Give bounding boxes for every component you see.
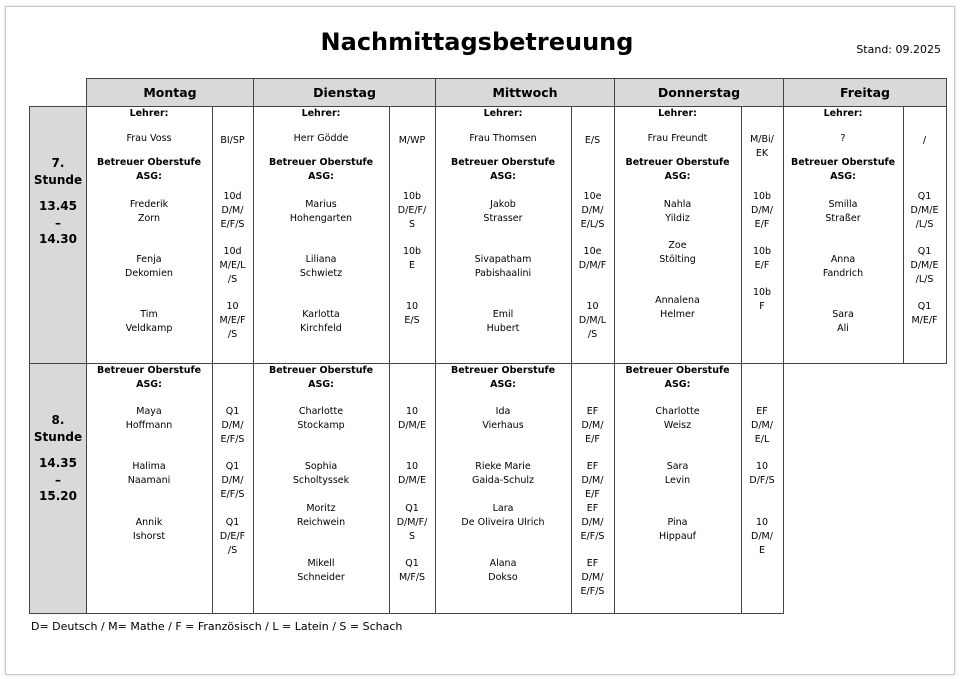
student-name: Weisz <box>663 419 692 431</box>
student-info: EF <box>586 558 599 569</box>
student-info: E/F/S <box>220 218 245 230</box>
student-info: /S <box>587 328 598 340</box>
student-info: 10e <box>583 246 602 257</box>
period-time-line: 7. <box>51 156 65 170</box>
student-info: S <box>408 530 416 542</box>
student-name: Fandrich <box>822 267 864 279</box>
student-info: E/F <box>754 218 770 230</box>
student-info: 10b <box>752 246 772 257</box>
student-name: Stockamp <box>297 419 345 431</box>
student-info: Q1 <box>917 191 932 202</box>
period-time-line: 15.20 <box>39 489 77 503</box>
student-name: Hippauf <box>658 530 697 542</box>
student-name: Maya <box>136 406 162 417</box>
student-name: Annik <box>135 517 163 528</box>
betreuer-label: Betreuer Oberstufe <box>450 157 556 168</box>
student-name: Schneider <box>297 571 345 583</box>
student-info: 10 <box>405 406 419 417</box>
student-info: D/M/F/ <box>396 516 428 528</box>
student-info: M/F/S <box>398 571 426 583</box>
student-name: Ida <box>495 406 511 417</box>
student-info: D/F/S <box>749 474 775 486</box>
student-info: E/L/S <box>580 218 605 230</box>
student-info: D/M/ <box>581 571 604 583</box>
betreuer-label: Betreuer Oberstufe <box>625 157 730 168</box>
period-label-7 <box>29 106 87 364</box>
student-info: /L/S <box>915 273 934 285</box>
student-name: Reichwein <box>296 516 346 528</box>
student-name: Mikell <box>307 558 335 569</box>
betreuer-label: ASG: <box>136 379 162 390</box>
period-time-line: – <box>55 472 61 487</box>
student-name: Pina <box>667 517 688 528</box>
student-name: Strasser <box>483 212 523 224</box>
betreuer-label: Betreuer Oberstufe <box>790 157 896 168</box>
betreuer-label: ASG: <box>308 171 334 182</box>
student-info: D/M/ <box>751 530 773 542</box>
betreuer-label: ASG: <box>136 171 162 182</box>
student-name: Jakob <box>490 199 516 210</box>
student-info: Q1 <box>225 517 240 528</box>
betreuer-label: ASG: <box>664 379 691 390</box>
student-info: E/F/S <box>220 433 245 445</box>
teacher-subjects: M/WP <box>398 135 426 146</box>
student-info: EF <box>586 503 599 514</box>
teacher-subjects: E/S <box>584 135 601 146</box>
student-name: Sara <box>832 309 854 320</box>
period-time-line: 14.30 <box>39 232 77 246</box>
student-name: Sophia <box>304 461 338 472</box>
teacher-subjects: EK <box>755 147 769 159</box>
teacher-subjects: M/Bi/ <box>750 134 774 145</box>
student-name: Schwietz <box>299 267 343 279</box>
student-info: D/M/ <box>581 474 604 486</box>
student-info: S <box>408 218 416 230</box>
student-name: Scholtyssek <box>292 474 350 486</box>
student-info: D/M/E <box>910 204 939 216</box>
student-info: M/E/F <box>911 314 938 326</box>
student-info: M/E/F <box>219 314 246 326</box>
student-info: Q1 <box>917 246 932 257</box>
student-name: Yildiz <box>665 212 690 224</box>
period-time-line: 14.35 <box>39 456 77 470</box>
teacher-label: Lehrer: <box>129 108 169 119</box>
student-info: F <box>759 300 765 312</box>
student-name: Emil <box>492 309 514 320</box>
student-info: 10 <box>226 301 239 312</box>
period-time-line: 8. <box>51 413 65 427</box>
student-info: /L/S <box>915 218 934 230</box>
student-info: EF <box>586 406 599 417</box>
student-name: Smilla <box>828 199 858 210</box>
student-info: Q1 <box>225 461 240 472</box>
day-header-1: Montag <box>86 78 254 107</box>
teacher-label: Lehrer: <box>301 108 341 119</box>
student-name: Dokso <box>488 571 518 583</box>
student-info: 10 <box>755 517 769 528</box>
student-info: Q1 <box>405 558 419 569</box>
student-name: Halima <box>132 461 166 472</box>
period-time-line: Stunde <box>33 172 83 187</box>
student-name: Sivapatham <box>474 254 532 265</box>
student-info: Q1 <box>225 406 240 417</box>
p8-names-4 <box>614 363 742 614</box>
student-info: EF <box>586 461 599 472</box>
day-header-4: Donnerstag <box>614 78 784 107</box>
student-name: Helmer <box>660 308 695 320</box>
student-info: D/M/ <box>221 474 244 486</box>
teacher-label: Lehrer: <box>823 108 863 119</box>
student-info: D/M/E <box>398 474 426 486</box>
teacher-subjects: BI/SP <box>220 135 245 146</box>
student-info: Q1 <box>917 301 932 312</box>
student-name: Frederik <box>129 199 169 210</box>
teacher-name: Frau Freundt <box>647 133 708 144</box>
student-info: /S <box>227 273 238 285</box>
student-name: Stölting <box>659 253 696 265</box>
student-info: E/F/S <box>220 488 245 500</box>
student-name: Annalena <box>655 295 700 306</box>
student-name: Tim <box>140 309 158 320</box>
period-time <box>30 155 86 248</box>
student-info: /S <box>227 328 238 340</box>
betreuer-label: ASG: <box>490 171 516 182</box>
student-info: E/F <box>754 259 770 271</box>
student-info: D/M/L <box>578 314 607 326</box>
student-info: D/M/ <box>221 204 244 216</box>
student-name: Moritz <box>306 503 336 514</box>
student-info: D/M/ <box>581 516 604 528</box>
student-name: Levin <box>664 474 691 486</box>
student-info: D/M/E <box>910 259 939 271</box>
student-info: E/F/S <box>580 585 605 597</box>
day-header-2: Dienstag <box>253 78 436 107</box>
period-time-line <box>30 188 86 198</box>
student-name: Rieke Marie <box>475 461 531 472</box>
teacher-name: Herr Gödde <box>293 133 349 144</box>
student-info: E/F <box>585 488 600 500</box>
student-name: Zoe <box>668 240 687 251</box>
student-name: Kirchfeld <box>300 322 342 334</box>
student-name: Dekomien <box>125 267 173 279</box>
student-info: E/F/S <box>580 530 605 542</box>
student-name: Hoffmann <box>125 419 173 431</box>
p8-info-4 <box>741 363 784 614</box>
student-name: Karlotta <box>302 309 340 320</box>
student-info: D/M/ <box>221 419 244 431</box>
student-info: E/F <box>585 433 600 445</box>
student-name: Alana <box>489 558 517 569</box>
student-name: Liliana <box>305 254 337 265</box>
period-time-line: – <box>55 215 61 230</box>
day-header-3: Mittwoch <box>435 78 615 107</box>
betreuer-label: ASG: <box>308 379 334 390</box>
student-name: Vierhaus <box>482 419 524 431</box>
student-info: D/M/ <box>581 419 604 431</box>
betreuer-label: ASG: <box>830 171 856 182</box>
student-info: E <box>408 259 415 271</box>
student-info: D/M/E <box>398 419 426 431</box>
student-info: D/E/F <box>219 530 246 542</box>
student-name: Nahla <box>663 199 692 210</box>
student-name: Marius <box>305 199 337 210</box>
betreuer-label: Betreuer Oberstufe <box>268 157 374 168</box>
student-info: E/L <box>754 433 770 445</box>
betreuer-label: Betreuer Oberstufe <box>625 365 730 376</box>
student-name: Hubert <box>486 322 520 334</box>
student-name: Lara <box>492 503 514 514</box>
student-info: D/M/ <box>581 204 604 216</box>
teacher-label: Lehrer: <box>483 108 523 119</box>
student-name: Charlotte <box>655 406 700 417</box>
student-info: 10e <box>583 191 602 202</box>
student-info: /S <box>227 544 238 556</box>
teacher-name: ? <box>840 133 846 144</box>
period-time <box>30 412 86 505</box>
student-info: 10b <box>752 287 772 298</box>
student-info: 10d <box>223 191 242 202</box>
period-time-line: 13.45 <box>39 199 77 213</box>
period-label-8 <box>29 363 87 614</box>
student-name: Fenja <box>136 254 162 265</box>
student-name: Naamani <box>127 474 171 486</box>
teacher-subjects: / <box>922 135 927 146</box>
student-name: Pabishaalini <box>474 267 532 279</box>
student-info: D/M/ <box>751 204 773 216</box>
student-name: Straßer <box>825 212 861 224</box>
period-time-line <box>30 445 86 455</box>
teacher-name: Frau Voss <box>126 133 172 144</box>
student-name: Ali <box>837 322 849 334</box>
stand-date: Stand: 09.2025 <box>856 43 941 56</box>
student-name: Ishorst <box>132 530 166 542</box>
student-info: 10b <box>752 191 772 202</box>
student-info: 10 <box>755 461 769 472</box>
day-header-5: Freitag <box>783 78 947 107</box>
student-name: Veldkamp <box>125 322 173 334</box>
student-info: E/S <box>404 314 420 326</box>
student-name: Gaida-Schulz <box>471 474 535 486</box>
student-info: E <box>758 544 765 556</box>
student-name: De Oliveira Ulrich <box>461 516 545 528</box>
student-info: 10 <box>405 301 419 312</box>
student-name: Hohengarten <box>289 212 353 224</box>
betreuer-label: ASG: <box>490 379 516 390</box>
betreuer-label: Betreuer Oberstufe <box>268 365 374 376</box>
student-name: Charlotte <box>298 406 344 417</box>
betreuer-label: Betreuer Oberstufe <box>96 365 202 376</box>
betreuer-label: Betreuer Oberstufe <box>96 157 202 168</box>
student-info: 10b <box>402 191 422 202</box>
student-name: Zorn <box>137 212 161 224</box>
student-info: D/E/F/ <box>397 204 427 216</box>
student-info: 10d <box>223 246 242 257</box>
student-info: 10 <box>586 301 599 312</box>
student-name: Anna <box>830 254 856 265</box>
teacher-name: Frau Thomsen <box>469 133 537 144</box>
betreuer-label: ASG: <box>664 171 691 182</box>
student-info: D/M/ <box>751 419 773 431</box>
legend: D= Deutsch / M= Mathe / F = Französisch / L = Latein / S = Schach <box>31 620 403 633</box>
student-name: Sara <box>666 461 689 472</box>
p8-names-1 <box>86 363 213 614</box>
student-info: Q1 <box>405 503 419 514</box>
student-info: D/M/F <box>578 259 607 271</box>
student-info: EF <box>756 406 768 417</box>
page-title: Nachmittagsbetreuung <box>320 28 634 56</box>
student-info: M/E/L <box>219 259 246 271</box>
period-time-line: Stunde <box>33 429 83 444</box>
student-info: 10b <box>402 246 422 257</box>
betreuer-label: Betreuer Oberstufe <box>450 365 556 376</box>
student-info: 10 <box>405 461 419 472</box>
teacher-label: Lehrer: <box>658 108 697 119</box>
